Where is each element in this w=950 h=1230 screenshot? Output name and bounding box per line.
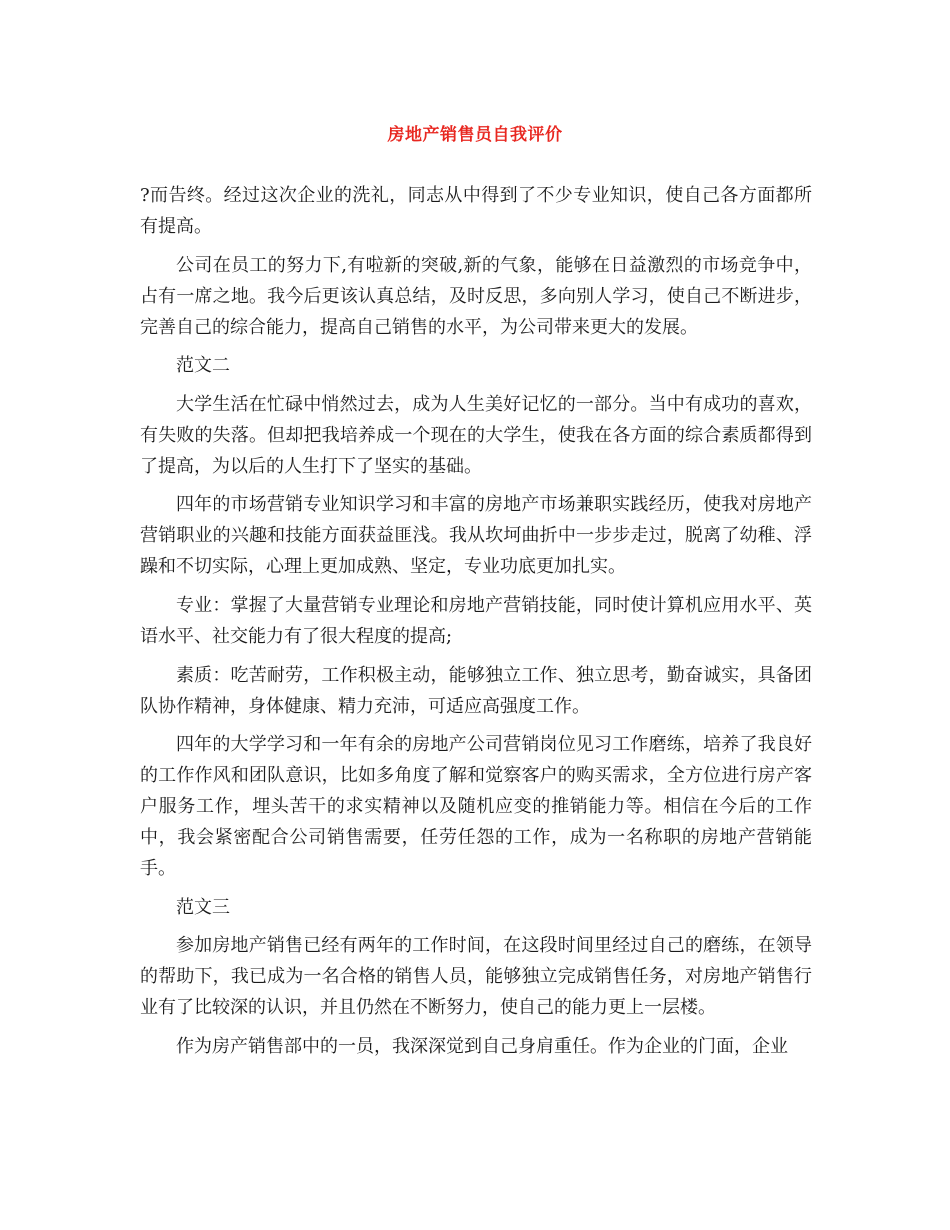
section-heading-fanwen-2: 范文二 xyxy=(176,355,230,377)
document-title: 房地产销售员自我评价 xyxy=(387,125,563,145)
document-body xyxy=(140,180,812,1070)
paragraph-9: 作为房产销售部中的一员，我深深觉到自己身肩重任。作为企业的门面，企业 xyxy=(176,1035,788,1057)
paragraph-1: ?而告终。经过这次企业的洗礼，同志从中得到了不少专业知识，使自己各方面都所有提高。 xyxy=(140,185,812,237)
paragraph-5: 专业：掌握了大量营销专业理论和房地产营销技能，同时使计算机应用水平、英语水平、社交能力有了很大程度的提高; xyxy=(140,594,812,647)
paragraph-8: 参加房地产销售已经有两年的工作时间，在这段时间里经过自己的磨练，在领导的帮助下，我已成为一名合格的销售人员，能够独立完成销售任务，对房地产销售行业有了比较深的认识，并且仍然在不断努力，使自己的能力更上一层楼。 xyxy=(140,935,812,1019)
section-heading-fanwen-3: 范文三 xyxy=(176,896,230,918)
paragraph-3: 大学生活在忙碌中悄然过去，成为人生美好记忆的一部分。当中有成功的喜欢，有失败的失落。但却把我培养成一个现在的大学生，使我在各方面的综合素质都得到了提高，为以后的人生打下了坚实的基础。 xyxy=(140,393,812,477)
paragraph-4: 四年的市场营销专业知识学习和丰富的房地产市场兼职实践经历，使我对房地产营销职业的兴趣和技能方面获益匪浅。我从坎坷曲折中一步步走过，脱离了幼稚、浮躁和不切实际，心理上更加成熟、坚定，专业功底更加扎实。 xyxy=(140,494,812,578)
paragraph-6: 素质：吃苦耐劳，工作积极主动，能够独立工作、独立思考，勤奋诚实，具备团队协作精神，身体健康、精力充沛，可适应高强度工作。 xyxy=(140,664,812,717)
paragraph-2: 公司在员工的努力下,有啦新的突破,新的气象，能够在日益激烈的市场竞争中，占有一席之地。我今后更该认真总结，及时反思，多向别人学习，使自己不断进步，完善自己的综合能力，提高自己销售的水平，为公司带来更大的发展。 xyxy=(140,254,812,338)
paragraph-7: 四年的大学学习和一年有余的房地产公司营销岗位见习工作磨练，培养了我良好的工作作风和团队意识，比如多角度了解和觉察客户的购买需求，全方位进行房产客户服务工作，埋头苦干的求实精神以及随机应变的推销能力等。相信在今后的工作中，我会紧密配合公司销售需要，任劳任怨的工作，成为一名称职的房地产营销能手。 xyxy=(140,734,812,880)
